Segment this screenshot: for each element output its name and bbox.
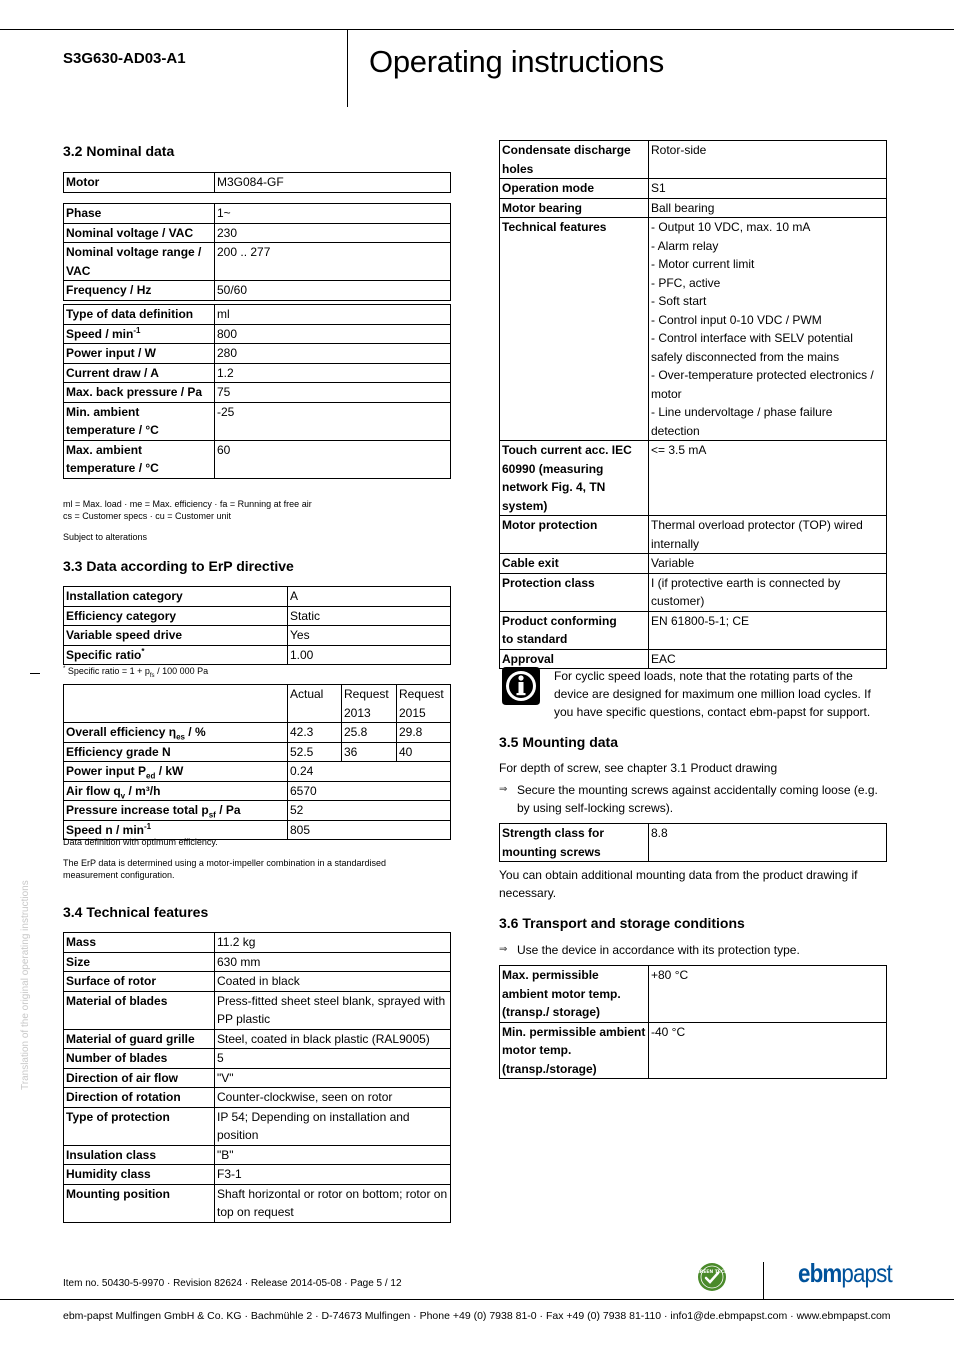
label-sub: v <box>120 790 126 800</box>
footnote-sub: fs <box>149 672 155 679</box>
table-row <box>64 991 451 1029</box>
bullet-text: Secure the mounting screws against accidentally coming loose (e.g. by using self-locking screws). <box>517 783 878 815</box>
header-empty-cell <box>64 685 288 723</box>
row-label: Size <box>64 952 215 972</box>
row-label: Mass <box>64 933 215 953</box>
row-label: Power input / W <box>64 344 215 364</box>
label-text: Speed / min <box>66 326 134 341</box>
mounting-intro: For depth of screw, see chapter 3.1 Product drawing <box>499 761 778 775</box>
item-line: Item no. 50430-5-9970 · Revision 82624 · Release 2014-05-08 · Page 5 / 12 <box>63 1278 402 1289</box>
row-label: Humidity class <box>64 1165 215 1185</box>
row-label: Phase <box>64 204 215 224</box>
cell-value: 36 <box>342 742 397 762</box>
logo-divider <box>763 1262 764 1300</box>
label-sup: -1 <box>144 821 152 831</box>
erp-note-1: Data definition with optimum efficiency. <box>63 837 218 847</box>
row-label: Nominal voltage / VAC <box>64 223 215 243</box>
table-row <box>500 441 887 516</box>
row-value: M3G084-GF <box>215 173 451 193</box>
row-label: Motor <box>64 173 215 193</box>
row-value: 1~ <box>215 204 451 224</box>
row-value: 50/60 <box>215 281 451 301</box>
row-value: Counter-clockwise, seen on rotor <box>215 1088 451 1108</box>
column-header: Actual <box>288 685 342 723</box>
table-row <box>64 1184 451 1222</box>
table-row <box>64 801 451 821</box>
row-value: +80 °C <box>649 966 887 1023</box>
model-number: S3G630-AD03-A1 <box>63 50 186 67</box>
legend-line-1: ml = Max. load · me = Max. efficiency · fa = Running at free air <box>63 499 312 509</box>
table-row <box>64 1049 451 1069</box>
row-value: Steel, coated in black plastic (RAL9005) <box>215 1029 451 1049</box>
margin-mark <box>30 673 40 674</box>
label-sup: * <box>141 646 145 656</box>
table-row <box>64 223 451 243</box>
table-row <box>64 742 451 762</box>
header-top-rule <box>0 29 954 30</box>
table-row <box>500 573 887 611</box>
row-label: Material of guard grille <box>64 1029 215 1049</box>
table-row <box>64 383 451 403</box>
row-label: Frequency / Hz <box>64 281 215 301</box>
badge-label: GREEN TECH <box>697 1270 727 1275</box>
row-value: 11.2 kg <box>215 933 451 953</box>
footnote-tail: / 100 000 Pa <box>154 666 209 676</box>
table-row <box>64 324 451 344</box>
cell-value: 52.5 <box>288 742 342 762</box>
row-value: S1 <box>649 179 887 199</box>
table-row <box>64 723 451 743</box>
table-row <box>500 141 887 179</box>
row-value: 800 <box>215 324 451 344</box>
table-row <box>64 645 451 665</box>
table-row <box>500 966 887 1023</box>
row-label: Material of blades <box>64 991 215 1029</box>
table-row <box>64 1029 451 1049</box>
row-value: 8.8 <box>649 824 887 862</box>
row-value: Press-fitted sheet steel blank, sprayed with PP plastic <box>215 991 451 1029</box>
row-label: Touch current acc. IEC 60990 (measuring network Fig. 4, TN system) <box>500 441 649 516</box>
transport-table <box>499 965 887 1079</box>
cell-value: 805 <box>288 820 451 840</box>
erp-note-2-line-1: The ErP data is determined using a motor-impeller combination in a standardised <box>63 858 387 868</box>
footer-rule <box>0 1299 954 1300</box>
cell-value: 25.8 <box>342 723 397 743</box>
row-value: 230 <box>215 223 451 243</box>
table-row <box>500 611 887 649</box>
table-row <box>64 685 451 723</box>
row-label: Type of data definition <box>64 305 215 325</box>
row-label: Condensate discharge holes <box>500 141 649 179</box>
row-label <box>64 781 288 801</box>
table-row <box>64 1145 451 1165</box>
column-header: Request 2015 <box>397 685 451 723</box>
header-divider <box>347 29 348 107</box>
row-label: Variable speed drive <box>64 626 288 646</box>
row-label: Efficiency grade N <box>64 742 288 762</box>
row-value: 1.00 <box>288 645 451 665</box>
electrical-table <box>63 203 451 301</box>
row-label: Operation mode <box>500 179 649 199</box>
green-tech-icon <box>697 1262 727 1292</box>
row-value: IP 54; Depending on installation and position <box>215 1107 451 1145</box>
table-row <box>500 198 887 218</box>
label-text: Overall efficiency η <box>66 725 177 739</box>
table-row <box>64 587 451 607</box>
footnote-text: Specific ratio = 1 + p <box>65 666 150 676</box>
company-line: ebm-papst Mulfingen GmbH & Co. KG · Bachmühle 2 · D-74673 Mulfingen · Phone +49 (0) 7938 81-0 · Fax +49 (0) 7938 81-110 · info1@de.ebmpapst.com · www.ebmpapst.com <box>63 1310 891 1322</box>
row-label <box>64 723 288 743</box>
arrow-icon: ⇒ <box>499 784 508 795</box>
row-label: Efficiency category <box>64 606 288 626</box>
bullet-text: Use the device in accordance with its protection type. <box>517 943 800 957</box>
table-row <box>500 1022 887 1079</box>
specific-ratio-footnote <box>63 664 208 682</box>
row-label: Current draw / A <box>64 363 215 383</box>
row-label: Strength class for mounting screws <box>500 824 649 862</box>
table-row <box>64 402 451 440</box>
row-label: Direction of rotation <box>64 1088 215 1108</box>
row-value: Variable <box>649 554 887 574</box>
operating-table <box>63 304 451 479</box>
cell-value: 40 <box>397 742 451 762</box>
label-text: / kW <box>155 764 184 778</box>
technical-features-continued-table <box>499 140 887 669</box>
erp-category-table <box>63 586 451 665</box>
table-row <box>500 824 887 862</box>
label-text: / % <box>184 725 206 739</box>
row-label: Product conforming to standard <box>500 611 649 649</box>
table-row <box>64 281 451 301</box>
table-row <box>64 1165 451 1185</box>
row-value: Coated in black <box>215 972 451 992</box>
row-value: Ball bearing <box>649 198 887 218</box>
cell-value: 42.3 <box>288 723 342 743</box>
footnote-star: * <box>63 666 66 672</box>
row-label: Min. ambient temperature / °C <box>64 402 215 440</box>
table-row <box>64 606 451 626</box>
row-label: Type of protection <box>64 1107 215 1145</box>
row-label: Protection class <box>500 573 649 611</box>
erp-note-2-line-2: measurement configuration. <box>63 870 175 880</box>
row-label: Direction of air flow <box>64 1068 215 1088</box>
row-value: Rotor-side <box>649 141 887 179</box>
row-value: -40 °C <box>649 1022 887 1079</box>
logo-papst: papst <box>841 1258 892 1288</box>
row-label: Motor protection <box>500 516 649 554</box>
table-row <box>64 243 451 281</box>
row-value: "B" <box>215 1145 451 1165</box>
row-label: Technical features <box>500 218 649 441</box>
column-header: Request 2013 <box>342 685 397 723</box>
page-title: Operating instructions <box>369 44 664 79</box>
row-value: Yes <box>288 626 451 646</box>
table-row <box>64 952 451 972</box>
technical-features-table <box>63 932 451 1223</box>
row-label: Motor bearing <box>500 198 649 218</box>
row-label <box>64 645 288 665</box>
label-text: Power input P <box>66 764 147 778</box>
table-row <box>64 781 451 801</box>
row-label: Max. back pressure / Pa <box>64 383 215 403</box>
motor-table <box>63 172 451 193</box>
row-value: 1.2 <box>215 363 451 383</box>
mounting-table <box>499 823 887 862</box>
row-label <box>64 324 215 344</box>
sidebar-note: Translation of the original operating instructions <box>20 880 31 1090</box>
row-label: Approval <box>500 649 649 669</box>
table-row <box>64 1068 451 1088</box>
ebmpapst-logo <box>798 1258 892 1289</box>
arrow-icon: ⇒ <box>499 944 508 955</box>
row-label: Surface of rotor <box>64 972 215 992</box>
row-value: 200 .. 277 <box>215 243 451 281</box>
row-value: 60 <box>215 440 451 478</box>
table-row <box>64 363 451 383</box>
table-row <box>64 933 451 953</box>
section-heading-3-2: 3.2 Nominal data <box>63 143 175 159</box>
row-label: Mounting position <box>64 1184 215 1222</box>
row-value: 75 <box>215 383 451 403</box>
info-text: For cyclic speed loads, note that the rotating parts of the device are designed for maximum one million load cycles. If you have specific questions, contact ebm-papst for support. <box>554 669 871 719</box>
label-sub: es <box>176 732 185 742</box>
table-row <box>64 305 451 325</box>
row-label: Min. permissible ambient motor temp. (transp./storage) <box>500 1022 649 1079</box>
row-value: 630 mm <box>215 952 451 972</box>
row-label: Installation category <box>64 587 288 607</box>
table-row <box>500 516 887 554</box>
cell-value: 52 <box>288 801 451 821</box>
row-label: Max. permissible ambient motor temp. (transp./ storage) <box>500 966 649 1023</box>
label-sup: -1 <box>133 325 141 335</box>
logo-ebm: ebm <box>798 1258 842 1288</box>
cell-value: 29.8 <box>397 723 451 743</box>
row-value: -25 <box>215 402 451 440</box>
row-value: F3-1 <box>215 1165 451 1185</box>
label-text: Pressure increase total p <box>66 803 209 817</box>
table-row <box>64 972 451 992</box>
cell-value: 6570 <box>288 781 451 801</box>
row-label: Number of blades <box>64 1049 215 1069</box>
table-row <box>64 762 451 782</box>
row-value: Static <box>288 606 451 626</box>
table-row <box>500 554 887 574</box>
cell-value: 0.24 <box>288 762 451 782</box>
section-heading-3-6: 3.6 Transport and storage conditions <box>499 915 745 931</box>
table-row <box>500 649 887 669</box>
row-value: EN 61800-5-1; CE <box>649 611 887 649</box>
section-heading-3-4: 3.4 Technical features <box>63 904 209 920</box>
mounting-after: You can obtain additional mounting data from the product drawing if necessary. <box>499 868 858 900</box>
row-value: <= 3.5 mA <box>649 441 887 516</box>
subject-note: Subject to alterations <box>63 532 148 542</box>
table-row <box>500 179 887 199</box>
section-heading-3-3: 3.3 Data according to ErP directive <box>63 558 294 574</box>
row-label: Cable exit <box>500 554 649 574</box>
info-icon <box>500 665 542 707</box>
row-value: 280 <box>215 344 451 364</box>
legend-line-2: cs = Customer specs · cu = Customer unit <box>63 511 232 521</box>
label-text: Specific ratio <box>66 647 142 662</box>
row-value: "V" <box>215 1068 451 1088</box>
efficiency-table <box>63 684 451 840</box>
table-row <box>500 218 887 441</box>
label-sub: ed <box>146 771 156 781</box>
row-value: Thermal overload protector (TOP) wired internally <box>649 516 887 554</box>
row-value: Shaft horizontal or rotor on bottom; rotor on top on request <box>215 1184 451 1222</box>
row-label <box>64 762 288 782</box>
label-sub: sf <box>208 810 216 820</box>
row-value: - Output 10 VDC, max. 10 mA - Alarm relay - Motor current limit - PFC, active - Soft start - Control input 0-10 VDC / PWM - Control interface with SELV potential safely disconnected from the mains - Over-temperature protected electronics / motor - Line undervoltage / phase failure detection <box>649 218 887 441</box>
table-row <box>64 1107 451 1145</box>
table-row <box>64 440 451 478</box>
section-heading-3-5: 3.5 Mounting data <box>499 734 618 750</box>
label-text: / m³/h <box>125 783 161 798</box>
row-label: Nominal voltage range / VAC <box>64 243 215 281</box>
row-value: 5 <box>215 1049 451 1069</box>
row-label: Insulation class <box>64 1145 215 1165</box>
row-value: ml <box>215 305 451 325</box>
label-text: / Pa <box>215 803 241 817</box>
row-label: Max. ambient temperature / °C <box>64 440 215 478</box>
table-row <box>64 173 451 193</box>
row-value: A <box>288 587 451 607</box>
label-text: Air flow q <box>66 783 121 798</box>
table-row <box>64 344 451 364</box>
row-value: EAC <box>649 649 887 669</box>
row-value: I (if protective earth is connected by customer) <box>649 573 887 611</box>
table-row <box>64 626 451 646</box>
table-row <box>64 1088 451 1108</box>
table-row <box>64 204 451 224</box>
label-text: Speed n / min <box>66 822 145 837</box>
row-label <box>64 801 288 821</box>
